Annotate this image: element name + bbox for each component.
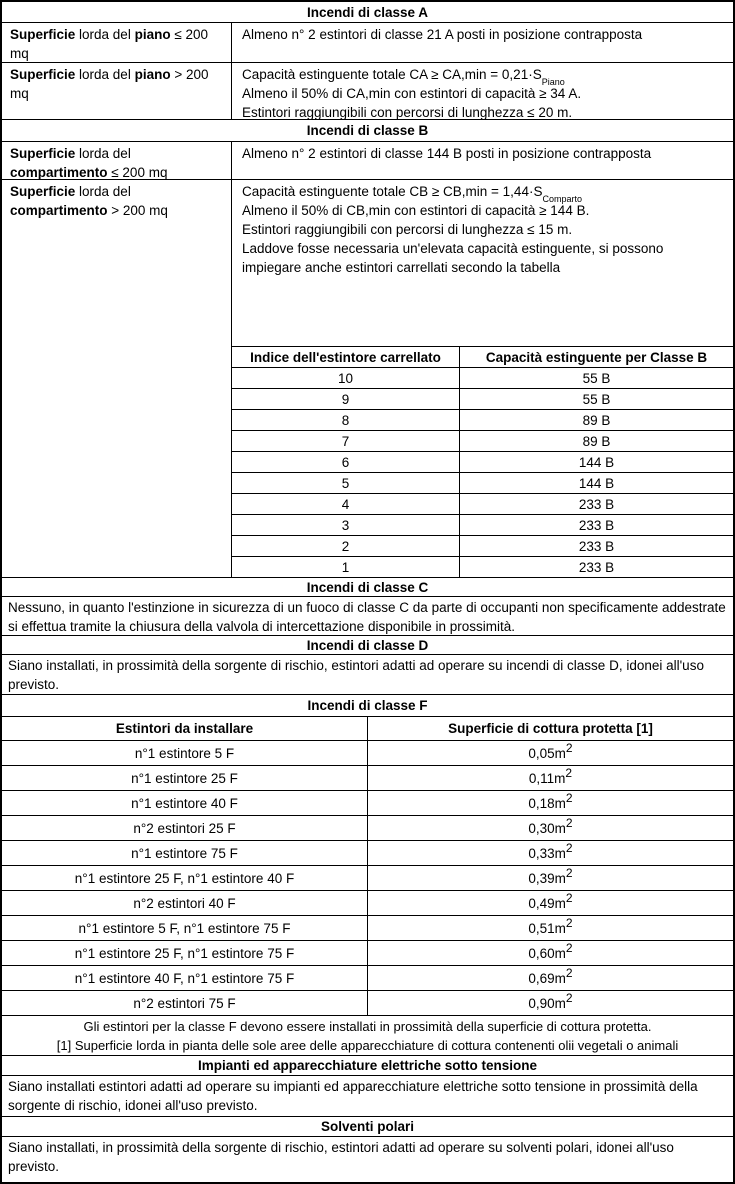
table-cell-index: 5 [232, 473, 460, 493]
section-header-class-a: Incendi di classe A [2, 2, 733, 23]
table-row [232, 451, 733, 472]
section-header-class-c: Incendi di classe C [2, 578, 733, 597]
table-cell-extinguishers: n°1 estintore 25 F, n°1 estintore 75 F [2, 941, 368, 965]
column-header-index: Indice dell'estintore carrellato [232, 347, 460, 367]
area-value: 0,90 [528, 995, 555, 1011]
condition-term: piano [134, 67, 171, 82]
condition-text: lorda del [75, 67, 135, 82]
table-cell-requirement [232, 180, 733, 577]
table-cell-capacity: 233 B [578, 517, 615, 533]
area-value: 0,60 [528, 945, 555, 961]
area-value: 0,33 [528, 845, 555, 861]
area-value: 0,39 [528, 870, 555, 886]
section-header-electrical: Impianti ed apparecchiature elettriche sotto tensione [2, 1056, 733, 1076]
table-cell-requirement [232, 63, 733, 119]
solvents-text: Siano installati, in prossimità della sorgente di rischio, estintori adatti ad operare su solventi polari, idonei all'uso previsto. [8, 1140, 674, 1174]
area-value: 0,69 [528, 970, 555, 986]
table-cell-area: 0,30 m $^2$ [528, 816, 573, 836]
requirement-line: Estintori raggiungibili con percorsi di lunghezza ≤ 15 m. [242, 222, 573, 237]
column-header-capacity: Capacità estinguente per Classe B [485, 349, 708, 365]
area-value: 0,11 [528, 770, 555, 786]
requirement-line: Almeno il 50% di CA,min con estintori di capacità ≥ 34 A. [242, 86, 582, 101]
table-cell-area: 0,39 m $^2$ [528, 866, 573, 886]
section-header-class-d: Incendi di classe D [2, 636, 733, 655]
condition-text: ≤ 200 mq [107, 165, 168, 180]
condition-text: > 200 mq [107, 203, 168, 218]
table-cell-capacity: 144 B [578, 475, 615, 491]
table-cell-area: 0,33 m $^2$ [528, 841, 573, 861]
table-cell-condition [2, 180, 232, 577]
area-unit: m [554, 920, 566, 936]
table-cell-capacity: 233 B [578, 496, 615, 512]
table-row [2, 741, 733, 766]
formula-text: Capacità estinguente totale CB ≥ CB,min = 1,44·S [242, 184, 543, 199]
table-row [2, 23, 733, 63]
table-row [2, 63, 733, 120]
table-row [2, 791, 733, 816]
table-cell-index: 6 [232, 452, 460, 472]
area-unit: m [554, 820, 566, 836]
table-cell-area: 0,05 m $^2$ [528, 741, 573, 761]
table-cell-index: 10 [232, 368, 460, 388]
table-row [232, 472, 733, 493]
table-row [232, 514, 733, 535]
column-header-extinguishers: Estintori da installare [2, 717, 368, 740]
table-cell-area: 0,18 m $^2$ [528, 791, 573, 811]
requirement-line: Laddove fosse necessaria un'elevata capacità estinguente, si possono impiegare anche estintori carrellati secondo la tabella [242, 241, 664, 275]
table-cell-area: 0,51 m $^2$ [528, 916, 573, 936]
table-header-row [232, 346, 733, 367]
table-cell-area: 0,69 m $^2$ [528, 966, 573, 986]
section-header-class-b: Incendi di classe B [2, 120, 733, 142]
formula-text: Capacità estinguente totale CA ≥ CA,min = 0,21·S [242, 67, 542, 82]
formula-subscript: Comparto [542, 193, 582, 204]
table-cell-extinguishers: n°1 estintore 75 F [2, 841, 368, 865]
requirement-line [242, 65, 723, 87]
area-unit: m [554, 895, 566, 911]
condition-term: piano [134, 27, 171, 42]
table-cell-index: 8 [232, 410, 460, 430]
table-cell-requirement [232, 142, 733, 179]
table-cell-requirement [232, 23, 733, 62]
table-row [2, 142, 733, 180]
condition-term: Superficie [10, 184, 76, 199]
table-cell-index: 4 [232, 494, 460, 514]
condition-term: compartimento [10, 203, 108, 218]
table-cell-index: 2 [232, 536, 460, 556]
table-cell-extinguishers: n°1 estintore 40 F [2, 791, 368, 815]
table-cell-index: 7 [232, 431, 460, 451]
area-value: 0,30 [528, 820, 555, 836]
section-header-class-f: Incendi di classe F [2, 695, 733, 717]
requirement-line [242, 182, 723, 204]
table-row [2, 891, 733, 916]
area-value: 0,49 [528, 895, 555, 911]
table-row [2, 941, 733, 966]
table-row [232, 430, 733, 451]
table-row [232, 493, 733, 514]
condition-text: ≤ 200 mq [10, 27, 209, 61]
table-cell-extinguishers: n°1 estintore 40 F, n°1 estintore 75 F [2, 966, 368, 990]
area-unit: m [554, 770, 566, 786]
table-cell-capacity: 233 B [578, 559, 615, 575]
condition-term: Superficie [10, 27, 76, 42]
table-cell-condition [2, 23, 232, 62]
class-d-text: Siano installati, in prossimità della sorgente di rischio, estintori adatti ad operare su incendi di classe D, idonei all'uso previsto. [2, 655, 733, 695]
table-row [2, 816, 733, 841]
area-unit: m [554, 945, 566, 961]
area-unit: m [554, 845, 566, 861]
table-cell-capacity: 144 B [578, 454, 615, 470]
table-cell-capacity: 55 B [582, 391, 611, 407]
table-cell-capacity: 89 B [582, 412, 611, 428]
table-cell-extinguishers: n°2 estintori 40 F [2, 891, 368, 915]
area-unit: m [554, 970, 566, 986]
class-f-notes [2, 1016, 733, 1056]
section-header-solvents: Solventi polari [2, 1117, 733, 1137]
table-row [2, 966, 733, 991]
table-row [2, 866, 733, 891]
condition-term: Superficie [10, 67, 76, 82]
table-cell-area: 0,60 m $^2$ [528, 941, 573, 961]
condition-term: compartimento [10, 165, 108, 180]
area-unit: m [554, 995, 566, 1011]
footnote-line: [1] Superficie lorda in pianta delle sole aree delle apparecchiature di cottura contenenti olii vegetali o animali [56, 1038, 679, 1053]
carrellato-table [232, 346, 733, 577]
formula-subscript: Piano [541, 76, 565, 87]
table-cell-index: 1 [232, 557, 460, 577]
area-value: 0,18 [528, 795, 555, 811]
table-header-row [2, 717, 733, 741]
table-row [232, 388, 733, 409]
table-cell-capacity: 233 B [578, 538, 615, 554]
table-cell-extinguishers: n°1 estintore 5 F, n°1 estintore 75 F [2, 916, 368, 940]
table-cell-area: 0,90 m $^2$ [528, 991, 573, 1011]
class-c-text: Nessuno, in quanto l'estinzione in sicurezza di un fuoco di classe C da parte di occupanti non specificamente addestrate si effettua tramite la chiusura della valvola di intercettazione disponibile in prossimità. [2, 597, 733, 636]
table-cell-extinguishers: n°2 estintori 75 F [2, 991, 368, 1015]
table-row [2, 916, 733, 941]
requirement-line: Almeno il 50% di CB,min con estintori di capacità ≥ 144 B. [242, 203, 590, 218]
condition-text: lorda del [75, 27, 135, 42]
area-value: 0,05 [528, 745, 555, 761]
table-cell-index: 9 [232, 389, 460, 409]
table-row [2, 180, 733, 578]
requirement-line: Almeno n° 2 estintori di classe 21 A posti in posizione contrapposta [242, 27, 643, 42]
area-unit: m [554, 745, 566, 761]
table-cell-extinguishers: n°1 estintore 5 F [2, 741, 368, 765]
requirement-line: Estintori raggiungibili con percorsi di lunghezza ≤ 20 m. [242, 105, 573, 120]
note-line: Gli estintori per la classe F devono essere installati in prossimità della superficie di cottura protetta. [83, 1019, 652, 1034]
column-header-protected-area: Superficie di cottura protetta [1] [448, 721, 653, 736]
table-cell-index: 3 [232, 515, 460, 535]
area-unit: m [554, 795, 566, 811]
table-row [2, 991, 733, 1016]
table-cell-extinguishers: n°1 estintore 25 F, n°1 estintore 40 F [2, 866, 368, 890]
condition-text: lorda del [75, 146, 131, 161]
condition-term: Superficie [10, 146, 76, 161]
requirement-line: Almeno n° 2 estintori di classe 144 B posti in posizione contrapposta [242, 146, 652, 161]
table-cell-condition [2, 63, 232, 119]
table-row [2, 841, 733, 866]
table-row [232, 535, 733, 556]
table-cell-capacity: 89 B [582, 433, 611, 449]
table-cell-extinguishers: n°1 estintore 25 F [2, 766, 368, 790]
table-cell-extinguishers: n°2 estintori 25 F [2, 816, 368, 840]
table-cell-condition [2, 142, 232, 179]
table-cell-capacity: 55 B [582, 370, 611, 386]
condition-text: > 200 mq [10, 67, 209, 101]
table-row [232, 556, 733, 577]
condition-text: lorda del [75, 184, 131, 199]
table-row [2, 766, 733, 791]
electrical-text: Siano installati estintori adatti ad operare su impianti ed apparecchiature elettriche sotto tensione in prossimità della sorgente di rischio, idonei all'uso previsto. [2, 1076, 733, 1117]
area-value: 0,51 [528, 920, 555, 936]
table-row [232, 409, 733, 430]
table-row [232, 367, 733, 388]
requirement-text-block [232, 180, 733, 279]
table-cell-area: 0,49 m $^2$ [528, 891, 573, 911]
table-cell-area: 0,11 m $^2$ [528, 766, 573, 786]
area-unit: m [554, 870, 566, 886]
